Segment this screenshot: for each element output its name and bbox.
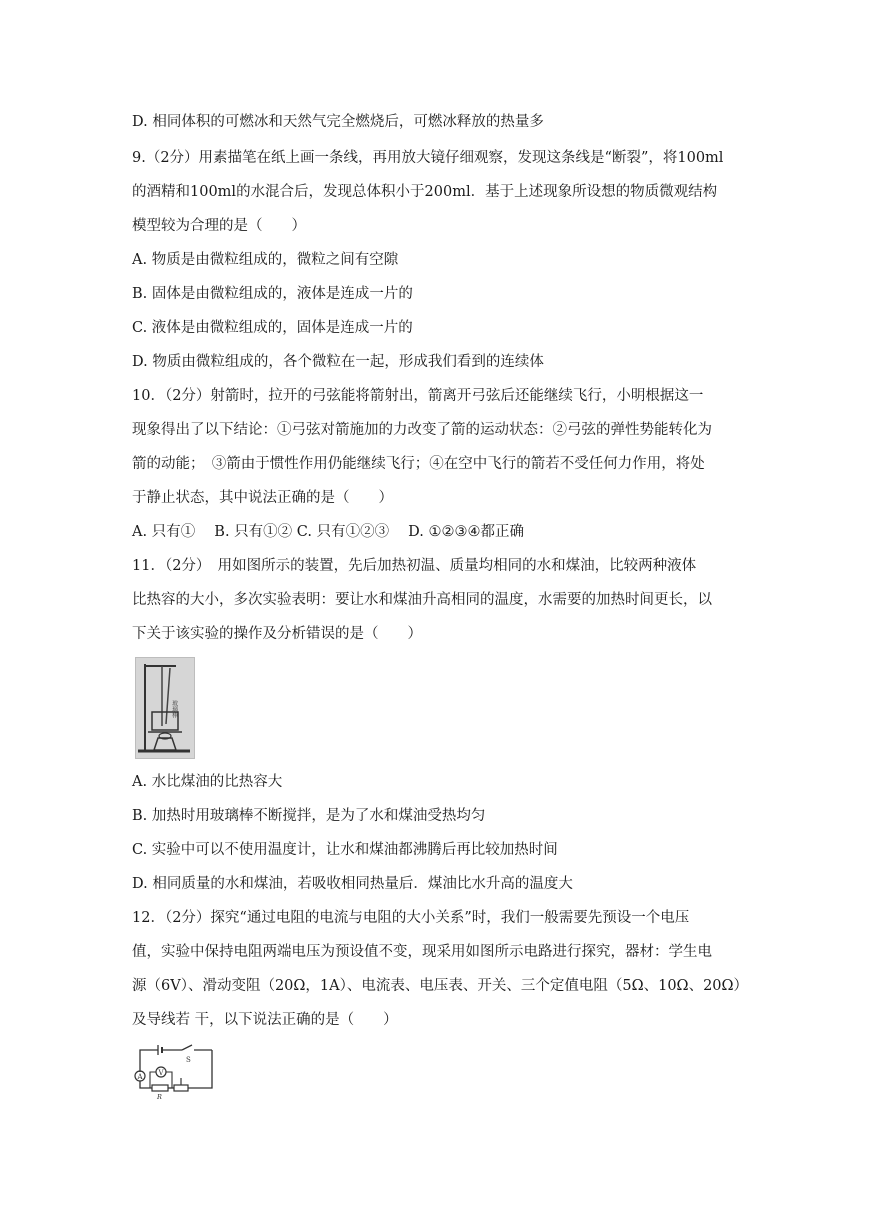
q9-text-line-2: 的酒精和100ml的水混合后，发现总体积小于200ml．基于上述现象所设想的物质微观结构 [132, 184, 718, 200]
switch-label: S [186, 1056, 191, 1064]
q11-option-d: D. 相同质量的水和煤油，若吸收相同热量后．煤油比水升高的温度大 [132, 876, 573, 892]
q10-text-line-4: 于静止状态，其中说法正确的是（ ） [132, 490, 393, 506]
q9-option-a: A. 物质是由微粒组成的，微粒之间有空隙 [132, 252, 399, 268]
q9-option-d: D. 物质由微粒组成的，各个微粒在一起，形成我们看到的连续体 [132, 354, 544, 370]
q11-option-b: B. 加热时用玻璃棒不断搅拌，是为了水和煤油受热均匀 [132, 808, 486, 824]
resistor-label: R [157, 1093, 162, 1100]
q11-option-c: C. 实验中可以不使用温度计，让水和煤油都沸腾后再比较加热时间 [132, 842, 558, 858]
q12-text-line-4: 及导线若 干，以下说法正确的是（ ） [132, 1012, 398, 1028]
q10-text-line-3: 箭的动能； ③箭由于惯性作用仍能继续飞行；④在空中飞行的箭若不受任何力作用，将处 [132, 456, 705, 472]
q9-option-b: B. 固体是由微粒组成的，液体是连成一片的 [132, 286, 413, 302]
q8-option-d: D. 相同体积的可燃冰和天然气完全燃烧后，可燃冰释放的热量多 [132, 114, 544, 130]
q11-text-line-3: 下关于该实验的操作及分析错误的是（ ） [132, 626, 422, 642]
voltmeter-label: V [158, 1069, 164, 1077]
ammeter-label: A [137, 1073, 143, 1081]
q10-options: A. 只有① B. 只有①② C. 只有①②③ D. ①②③④都正确 [132, 524, 525, 540]
q10-text-line-1: 10．（2分）射箭时，拉开的弓弦能将箭射出，箭离开弓弦后还能继续飞行，小明根据这一 [132, 388, 704, 404]
q12-text-line-2: 值，实验中保持电阻两端电压为预设值不变，现采用如图所示电路进行探究，器材：学生电 [132, 944, 712, 960]
circuit-diagram-figure [128, 1042, 218, 1100]
q9-option-c: C. 液体是由微粒组成的，固体是连成一片的 [132, 320, 413, 336]
q11-text-line-2: 比热容的大小，多次实验表明：要让水和煤油升高相同的温度，水需要的加热时间更长，以 [132, 592, 712, 608]
q9-text-line-1: 9.（2分）用素描笔在纸上画一条线，再用放大镜仔细观察，发现这条线是“断裂”，将100ml [132, 150, 724, 166]
q11-text-line-1: 11．（2分） 用如图所示的装置，先后加热初温、质量均相同的水和煤油，比较两种液体 [132, 558, 697, 574]
q10-text-line-2: 现象得出了以下结论：①弓弦对箭施加的力改变了箭的运动状态：②弓弦的弹性势能转化为 [132, 422, 712, 438]
q9-text-line-3: 模型较为合理的是（ ） [132, 218, 306, 234]
q11-option-a: A. 水比煤油的比热容大 [132, 774, 283, 790]
q12-text-line-3: 源（6V）、滑动变阻（20Ω，1A）、电流表、电压表、开关、三个定值电阻（5Ω、10Ω、20Ω） [132, 978, 749, 994]
heating-apparatus-figure [135, 657, 195, 759]
figure-glass-rod-label: 玻璃棒 [170, 700, 178, 718]
q12-text-line-1: 12．（2分）探究“通过电阻的电流与电阻的大小关系”时，我们一般需要先预设一个电压 [132, 910, 690, 926]
